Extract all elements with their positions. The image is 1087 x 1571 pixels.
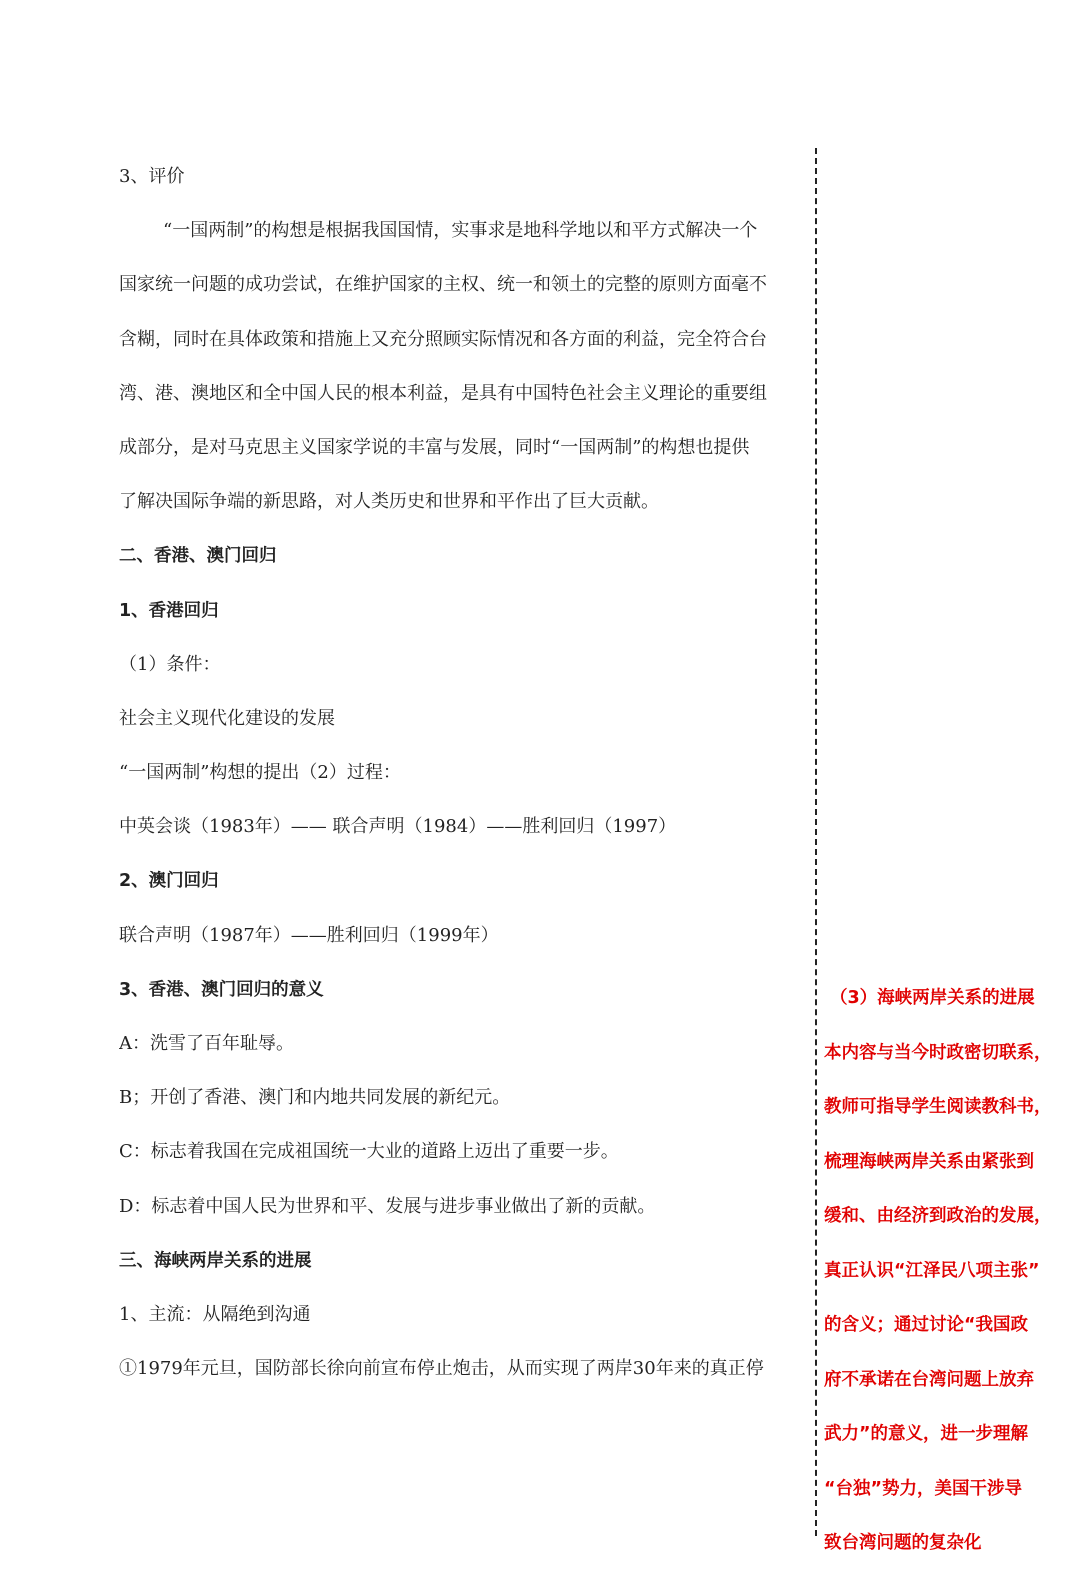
side-note-line: 本内容与当今时政密切联系， xyxy=(824,1042,1052,1063)
text-line: 1、主流：从隔绝到沟通 xyxy=(119,1303,311,1325)
side-note xyxy=(824,971,1064,1571)
text-line: 含糊，同时在具体政策和措施上又充分照顾实际情况和各方面的利益，完全符合台 xyxy=(119,328,767,350)
subsection-heading: 3、香港、澳门回归的意义 xyxy=(119,979,324,1000)
side-note-line: （3）海峡两岸关系的进展 xyxy=(830,988,1035,1008)
text-line: （1）条件： xyxy=(119,653,221,675)
side-note-line: 致台湾问题的复杂化 xyxy=(824,1533,982,1553)
text-line: 3、评价 xyxy=(119,166,185,187)
text-line: 成部分，是对马克思主义国家学说的丰富与发展，同时“一国两制”的构想也提供 xyxy=(119,436,750,458)
text-line: C：标志着我国在完成祖国统一大业的道路上迈出了重要一步。 xyxy=(119,1141,619,1163)
text-line: 联合声明（1987年）——胜利回归（1999年） xyxy=(119,924,499,946)
side-note-line: 教师可指导学生阅读教科书， xyxy=(824,1097,1052,1117)
side-note-line: “台独”势力，美国干涉导 xyxy=(824,1478,1023,1499)
side-note-line: 真正认识“江泽民八项主张” xyxy=(824,1260,1040,1281)
side-note-line: 府不承诺在台湾问题上放弃 xyxy=(824,1369,1034,1390)
subsection-heading: 2、澳门回归 xyxy=(119,871,219,892)
text-line: 社会主义现代化建设的发展 xyxy=(119,707,335,729)
column-divider xyxy=(815,148,817,1536)
side-note-line: 武力”的意义，进一步理解 xyxy=(824,1424,1029,1444)
text-line: “一国两制”的构想是根据我国国情，实事求是地科学地以和平方式解决一个 xyxy=(163,220,758,242)
text-line: 国家统一问题的成功尝试，在维护国家的主权、统一和领土的完整的原则方面毫不 xyxy=(119,274,767,296)
side-note-line: 梳理海峡两岸关系由紧张到 xyxy=(824,1151,1034,1172)
text-line: ①1979年元旦，国防部长徐向前宣布停止炮击，从而实现了两岸30年来的真正停 xyxy=(119,1358,764,1380)
main-text-column xyxy=(119,150,799,1396)
subsection-heading: 1、香港回归 xyxy=(119,600,219,621)
text-line: B；开创了香港、澳门和内地共同发展的新纪元。 xyxy=(119,1087,511,1109)
text-line: 湾、港、澳地区和全中国人民的根本利益，是具有中国特色社会主义理论的重要组 xyxy=(119,382,767,404)
side-note-line: 的含义；通过讨论“我国政 xyxy=(824,1315,1029,1335)
side-note-line: 缓和、由经济到政治的发展， xyxy=(824,1206,1052,1226)
text-line: 了解决国际争端的新思路，对人类历史和世界和平作出了巨大贡献。 xyxy=(119,491,659,513)
text-line: 中英会谈（1983年）—— 联合声明（1984）——胜利回归（1997） xyxy=(119,816,677,838)
section-heading: 三、海峡两岸关系的进展 xyxy=(119,1250,312,1271)
text-line: A：洗雪了百年耻辱。 xyxy=(119,1033,294,1054)
text-line: “一国两制”构想的提出（2）过程： xyxy=(119,762,401,784)
text-line: D：标志着中国人民为世界和平、发展与进步事业做出了新的贡献。 xyxy=(119,1195,656,1217)
section-heading: 二、香港、澳门回归 xyxy=(119,546,277,567)
